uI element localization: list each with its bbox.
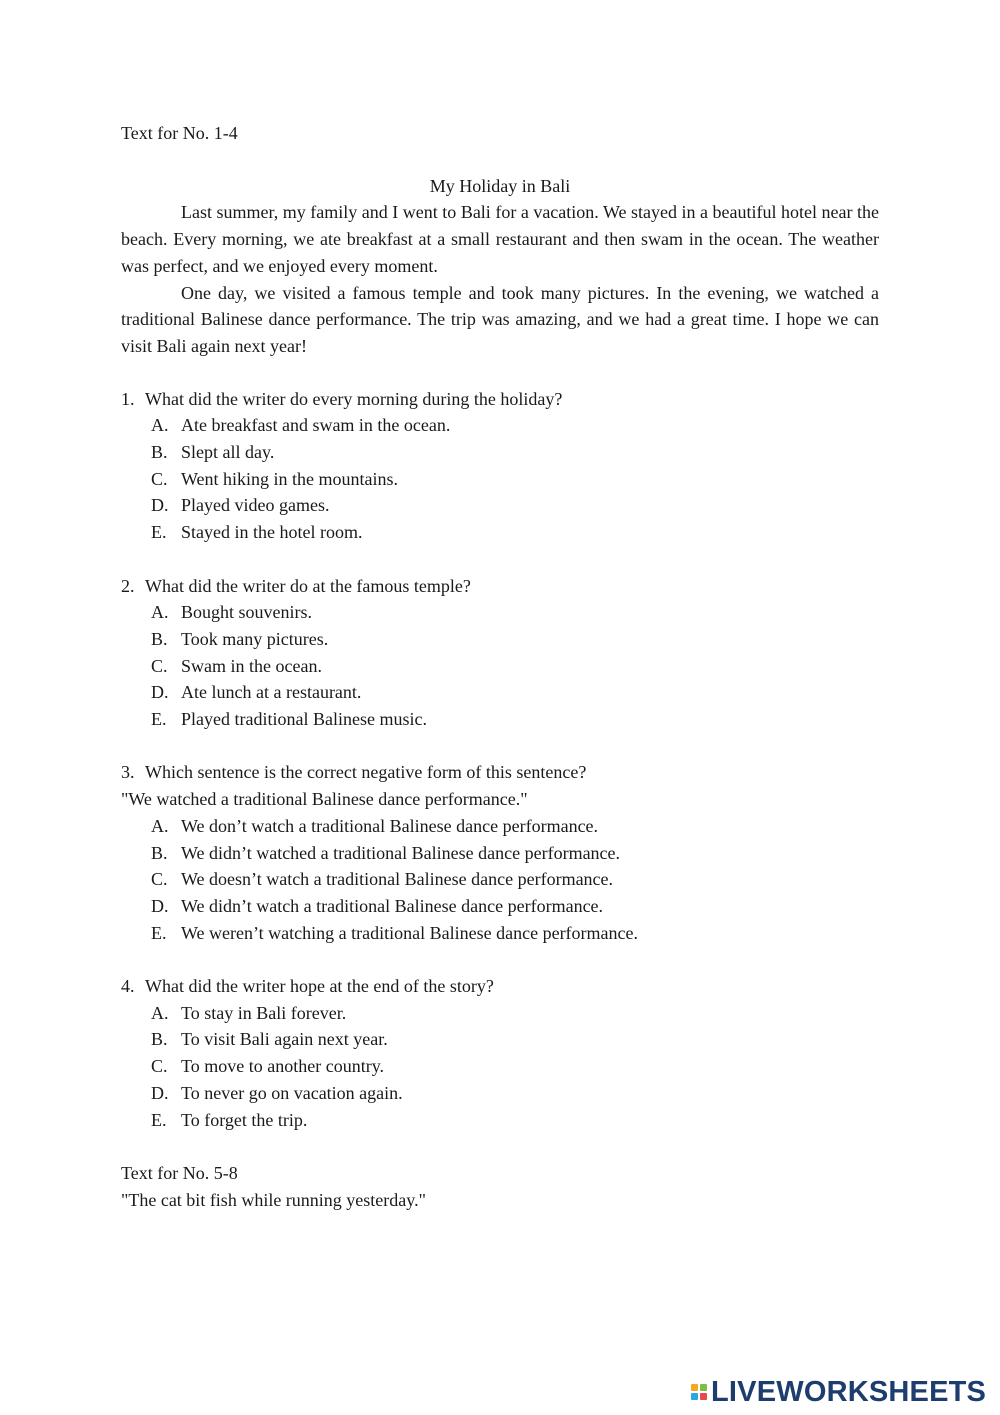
- logo-text: LIVEWORKSHEETS: [711, 1375, 987, 1408]
- question-number: 4.: [121, 976, 135, 997]
- option-letter: E.: [151, 709, 167, 730]
- option-text: Bought souvenirs.: [181, 602, 313, 623]
- option-e[interactable]: [121, 1107, 879, 1134]
- question-3: [121, 759, 879, 946]
- option-list: [121, 813, 879, 947]
- option-letter: E.: [151, 922, 167, 943]
- option-text: Went hiking in the mountains.: [181, 468, 399, 489]
- question-number: 2.: [121, 575, 135, 596]
- option-c[interactable]: [121, 1053, 879, 1080]
- question-number: 3.: [121, 762, 135, 783]
- option-list: [121, 412, 879, 546]
- option-a[interactable]: [121, 813, 879, 840]
- option-letter: E.: [151, 522, 167, 543]
- option-d[interactable]: [121, 893, 879, 920]
- question-list: [121, 386, 879, 1134]
- option-letter: A.: [151, 1002, 169, 1023]
- option-letter: B.: [151, 628, 168, 649]
- option-b[interactable]: [121, 439, 879, 466]
- question-4: [121, 973, 879, 1133]
- option-text: To forget the trip.: [181, 1109, 308, 1130]
- story-title: My Holiday in Bali: [429, 175, 571, 196]
- option-d[interactable]: [121, 1080, 879, 1107]
- option-a[interactable]: [121, 599, 879, 626]
- option-text: To never go on vacation again.: [181, 1082, 403, 1103]
- text-label-5-8: Text for No. 5-8: [121, 1162, 238, 1183]
- option-letter: C.: [151, 468, 168, 489]
- option-c[interactable]: [121, 866, 879, 893]
- option-text: Played traditional Balinese music.: [181, 709, 427, 730]
- option-e[interactable]: [121, 706, 879, 733]
- option-a[interactable]: [121, 412, 879, 439]
- option-letter: B.: [151, 1029, 168, 1050]
- option-c[interactable]: [121, 653, 879, 680]
- option-text: We didn’t watched a traditional Balinese dance performance.: [181, 842, 621, 863]
- option-text: To stay in Bali forever.: [181, 1002, 347, 1023]
- question-text: What did the writer hope at the end of the story?: [145, 976, 494, 997]
- option-letter: A.: [151, 415, 169, 436]
- option-letter: D.: [151, 682, 169, 703]
- text-label-1-4: Text for No. 1-4: [121, 123, 238, 143]
- option-list: [121, 1000, 879, 1134]
- question-text: Which sentence is the correct negative form of this sentence?: [145, 762, 587, 783]
- option-text: To visit Bali again next year.: [181, 1029, 388, 1050]
- logo-square: [691, 1393, 698, 1400]
- option-letter: A.: [151, 602, 169, 623]
- option-e[interactable]: [121, 519, 879, 546]
- option-letter: A.: [151, 815, 169, 836]
- option-text: Ate lunch at a restaurant.: [181, 682, 362, 703]
- option-text: We weren’t watching a traditional Balinese dance performance.: [181, 922, 639, 943]
- liveworksheets-logo[interactable]: [691, 1376, 986, 1408]
- option-letter: C.: [151, 869, 168, 890]
- logo-square: [700, 1384, 707, 1391]
- logo-grid-icon: [691, 1384, 707, 1400]
- option-text: We doesn’t watch a traditional Balinese dance performance.: [181, 869, 614, 890]
- option-letter: E.: [151, 1109, 167, 1130]
- logo-square: [691, 1384, 698, 1391]
- option-text: Slept all day.: [181, 442, 275, 463]
- question-number: 1.: [121, 388, 135, 409]
- option-text: Stayed in the hotel room.: [181, 522, 363, 543]
- option-text: Ate breakfast and swam in the ocean.: [181, 415, 451, 436]
- option-e[interactable]: [121, 920, 879, 947]
- question-2: [121, 573, 879, 733]
- option-letter: D.: [151, 495, 169, 516]
- option-text: Played video games.: [181, 495, 330, 516]
- option-a[interactable]: [121, 1000, 879, 1027]
- option-letter: C.: [151, 1056, 168, 1077]
- option-d[interactable]: [121, 492, 879, 519]
- option-text: We don’t watch a traditional Balinese dance performance.: [181, 815, 599, 836]
- story-paragraph: One day, we visited a famous temple and took many pictures. In the evening, we watched a traditional Balinese dance performance. The trip was amazing, and we had a great time. I hope we can visit Bali again next year!: [121, 282, 879, 356]
- option-text: Swam in the ocean.: [181, 655, 322, 676]
- option-list: [121, 599, 879, 733]
- sample-sentence: "The cat bit fish while running yesterday.": [121, 1189, 426, 1210]
- option-b[interactable]: [121, 840, 879, 867]
- option-letter: D.: [151, 1082, 169, 1103]
- story-paragraph: Last summer, my family and I went to Bali for a vacation. We stayed in a beautiful hotel near the beach. Every morning, we ate breakfast at a small restaurant and then swam in the ocean. The weather was perfect, and we enjoyed every moment.: [121, 202, 879, 276]
- option-b[interactable]: [121, 1026, 879, 1053]
- option-text: To move to another country.: [181, 1056, 385, 1077]
- question-text: What did the writer do every morning during the holiday?: [145, 388, 563, 409]
- option-b[interactable]: [121, 626, 879, 653]
- option-letter: D.: [151, 895, 169, 916]
- option-text: Took many pictures.: [181, 628, 329, 649]
- option-text: We didn’t watch a traditional Balinese dance performance.: [181, 895, 604, 916]
- worksheet-page: [121, 120, 879, 1213]
- option-letter: B.: [151, 842, 168, 863]
- option-letter: C.: [151, 655, 168, 676]
- option-letter: B.: [151, 442, 168, 463]
- option-d[interactable]: [121, 679, 879, 706]
- question-quote: "We watched a traditional Balinese dance performance.": [121, 789, 528, 810]
- logo-square: [700, 1393, 707, 1400]
- question-text: What did the writer do at the famous temple?: [145, 575, 471, 596]
- question-1: [121, 386, 879, 546]
- option-c[interactable]: [121, 466, 879, 493]
